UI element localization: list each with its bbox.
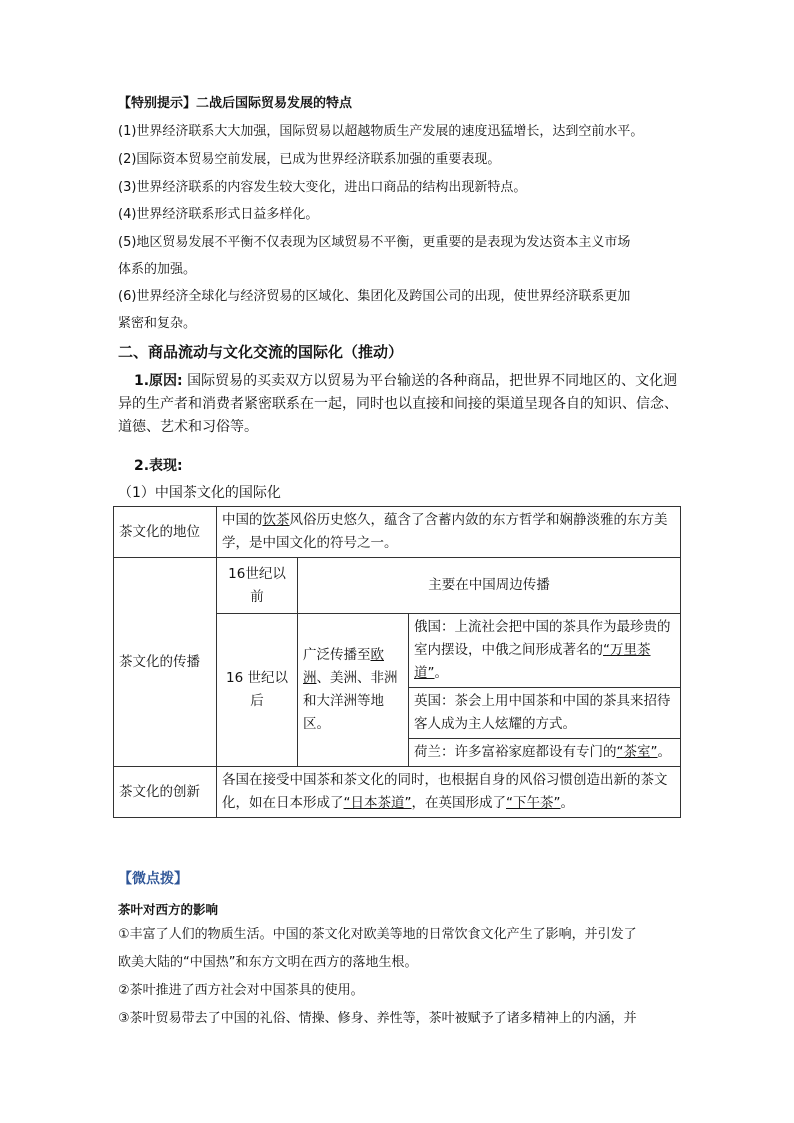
reason-paragraph bbox=[118, 370, 684, 439]
russia-text: 俄国：上流社会把中国的茶具作为最珍贵的室内摆设，中俄之间形成著名的 bbox=[414, 619, 671, 658]
tip-line: (2)国际资本贸易空前发展，已成为世界经济联系加强的重要表现。 bbox=[118, 152, 501, 167]
table-row bbox=[114, 558, 681, 614]
before16-cell: 16世纪以前 bbox=[217, 558, 298, 614]
spread-text-underlined: 欧洲 bbox=[303, 647, 384, 686]
spread-text: 、美洲、非洲和大洋洲等地区。 bbox=[303, 670, 398, 732]
status-text-underlined: 饮茶 bbox=[262, 512, 290, 528]
innovation-text: 各国在接受中国茶和茶文化的同时，也根据自身的风俗习惯创造出新的茶文化，如在日本形成了 bbox=[222, 772, 668, 811]
nl-text-underlined: “茶室” bbox=[616, 744, 658, 760]
status-text: 风俗历史悠久，蕴含了含蓄内敛的东方哲学和娴静淡雅的东方美学，是中国文化的符号之一。 bbox=[222, 512, 668, 551]
tip-line: 紧密和复杂。 bbox=[118, 316, 197, 331]
tip-line: (1)世界经济联系大大加强，国际贸易以超越物质生产发展的速度迅猛增长，达到空前水平。 bbox=[118, 124, 644, 139]
status-label-cell: 茶文化的地位 bbox=[114, 507, 217, 558]
reason-line: 异的生产者和消费者紧密联系在一起，同时也以直接和间接的渠道呈现各自的知识、信念、 bbox=[118, 396, 678, 412]
spread-text: 广泛传播至 bbox=[303, 647, 371, 663]
innovation-text: 。 bbox=[560, 795, 574, 811]
innovation-text-cell bbox=[217, 767, 681, 818]
netherlands-cell bbox=[409, 739, 681, 767]
nl-text: 。 bbox=[657, 744, 671, 760]
tip-line: (6)世界经济全球化与经济贸易的区域化、集团化及跨国公司的出现，使世界经济联系更加 bbox=[118, 289, 631, 304]
after16-spread-cell bbox=[298, 614, 409, 767]
innovation-label-cell: 茶文化的创新 bbox=[114, 767, 217, 818]
innovation-text: ，在英国形成了 bbox=[411, 795, 506, 811]
table-row bbox=[114, 767, 681, 818]
weidian-line: 欧美大陆的“中国热”和东方文明在西方的落地生根。 bbox=[118, 955, 418, 970]
russia-cell bbox=[409, 614, 681, 688]
before16-text-cell: 主要在中国周边传播 bbox=[298, 558, 681, 614]
nl-text: 荷兰：许多富裕家庭都设有专门的 bbox=[414, 744, 617, 760]
tip-line: (3)世界经济联系的内容发生较大变化，进出口商品的结构出现新特点。 bbox=[118, 180, 527, 195]
russia-text-underlined: “万里茶道” bbox=[414, 642, 651, 681]
reason-line: 道德、艺术和习俗等。 bbox=[118, 419, 258, 435]
reason-label: 1.原因: bbox=[134, 373, 183, 389]
weidian-line: ③茶叶贸易带去了中国的礼俗、情操、修身、养性等，茶叶被赋予了诸多精神上的内涵，并 bbox=[118, 1011, 637, 1026]
section-title: 二、商品流动与文化交流的国际化（推动） bbox=[118, 343, 404, 361]
after16-cell: 16 世纪以后 bbox=[217, 614, 298, 767]
weidian-title: 【微点拨】 bbox=[118, 871, 188, 887]
weidian-line: ①丰富了人们的物质生活。中国的茶文化对欧美等地的日常饮食文化产生了影响，并引发了 bbox=[118, 927, 637, 942]
tip-line: (5)地区贸易发展不平衡不仅表现为区域贸易不平衡，更重要的是表现为发达资本主义市场 bbox=[118, 235, 631, 250]
performance-label: 2.表现: bbox=[134, 458, 183, 474]
tea-subheading: （1）中国茶文化的国际化 bbox=[118, 485, 281, 501]
status-text: 中国的 bbox=[222, 512, 263, 528]
tip-line: 体系的加强。 bbox=[118, 262, 197, 277]
tip-title: 【特别提示】二战后国际贸易发展的特点 bbox=[118, 96, 353, 111]
weidian-line: ②茶叶推进了西方社会对中国茶具的使用。 bbox=[118, 983, 364, 998]
spread-label-cell: 茶文化的传播 bbox=[114, 558, 217, 767]
weidian-subtitle: 茶叶对西方的影响 bbox=[118, 902, 219, 917]
table-row bbox=[114, 507, 681, 558]
tea-culture-table bbox=[113, 506, 681, 818]
uk-cell: 英国：茶会上用中国茶和中国的茶具来招待客人成为主人炫耀的方式。 bbox=[409, 688, 681, 739]
innovation-text-underlined: “日本茶道” bbox=[343, 795, 412, 811]
tip-line: (4)世界经济联系形式日益多样化。 bbox=[118, 207, 319, 222]
reason-line: 国际贸易的买卖双方以贸易为平台输送的各种商品，把世界不同地区的、文化迥 bbox=[187, 373, 678, 389]
russia-text: 。 bbox=[434, 665, 448, 681]
status-text-cell bbox=[217, 507, 681, 558]
innovation-text-underlined: “下午茶” bbox=[506, 795, 561, 811]
